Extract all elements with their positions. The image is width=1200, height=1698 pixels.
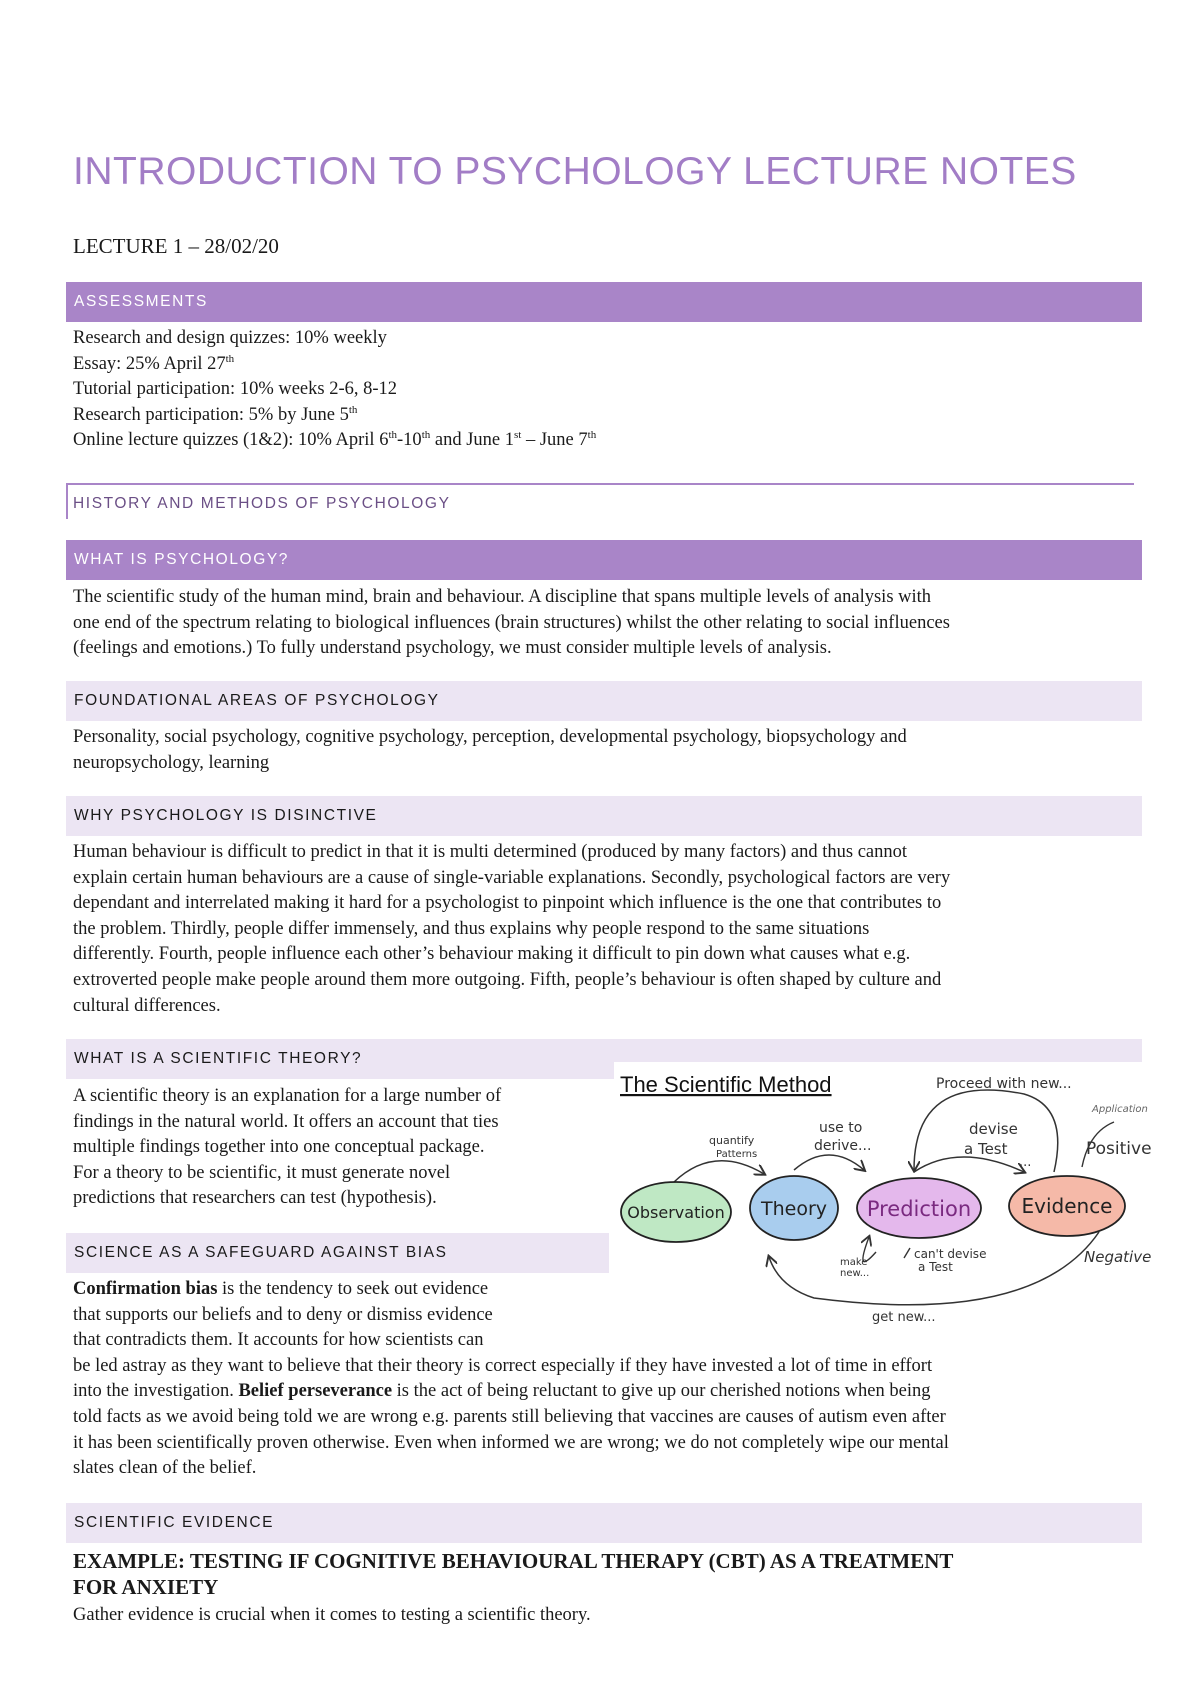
- scientific-evidence-text: Gather evidence is crucial when it comes to testing a scientific theory.: [73, 1605, 591, 1625]
- arrow-observation-theory: [674, 1161, 764, 1182]
- section-heading-history: HISTORY AND METHODS OF PSYCHOLOGY: [66, 483, 1134, 519]
- assessment-item: Tutorial participation: 10% weeks 2-6, 8-12: [73, 379, 398, 400]
- scientific-theory-text: A scientific theory is an explanation for a large number of findings in the natural world. It offers an account that ties multiple findings together into one conceptual package. For a theory to be scientific, it must generate novel predictions that researchers can test (hypothesis).: [73, 1086, 502, 1209]
- arrow-cant-devise: [904, 1248, 910, 1258]
- label-make-1: make: [840, 1257, 868, 1268]
- label-application: Application: [1092, 1104, 1148, 1115]
- why-distinctive-text: Human behaviour is difficult to predict in that it is multi determined (produced by many factors) and thus cannot explain certain human behaviours are a cause of single-variable explanations. Secondly, psychological factors are very dependant and interrelated making it hard for a psychologist to pinpoint which influence is the one that contributes to the problem. Thirdly, people differ immensely, and thus explains why people respond to the same situations differently. Fourth, people influence each other’s behaviour making it difficult to pin down what causes what e.g. extroverted people make people around them more outgoing. Fifth, people’s behaviour is often shaped by culture and cultural differences.: [73, 842, 951, 1016]
- label-make-2: new...: [840, 1268, 870, 1279]
- section-heading-scientific-evidence: SCIENTIFIC EVIDENCE: [66, 1503, 1142, 1543]
- assessment-item: Essay: 25% April 27th: [73, 352, 235, 374]
- label-positive: Positive: [1086, 1139, 1152, 1159]
- label-negative: Negative: [1084, 1248, 1152, 1266]
- scientific-method-diagram: [614, 1062, 1158, 1334]
- arrow-prediction-evidence: [914, 1157, 1024, 1172]
- label-proceed: Proceed with new...: [936, 1076, 1072, 1092]
- label-quantify-1: quantify: [709, 1134, 755, 1147]
- label-devise-2: a Test: [964, 1140, 1008, 1158]
- section-heading-what-is-psychology: WHAT IS PSYCHOLOGY?: [66, 540, 1142, 580]
- label-quantify-2: Patterns: [716, 1149, 758, 1160]
- node-evidence-label: Evidence: [1021, 1194, 1113, 1218]
- diagram-title: The Scientific Method: [620, 1072, 832, 1097]
- node-prediction-label: Prediction: [866, 1197, 972, 1221]
- section-heading-scientific-theory: WHAT IS A SCIENTIFIC THEORY?: [66, 1039, 1142, 1079]
- foundational-areas-text: Personality, social psychology, cognitive psychology, perception, developmental psychology, biopsychology and neuropsychology, learning: [73, 727, 907, 773]
- label-use-2: derive...: [814, 1138, 872, 1154]
- section-heading-foundational-areas: FOUNDATIONAL AREAS OF PSYCHOLOGY: [66, 681, 1142, 721]
- arrow-theory-prediction: [794, 1155, 864, 1170]
- label-devise-1: devise: [969, 1120, 1018, 1138]
- label-ellipsis: ...: [1019, 1155, 1032, 1170]
- label-get-new: get new...: [872, 1310, 936, 1325]
- section-heading-safeguard-bias: SCIENCE AS A SAFEGUARD AGAINST BIAS: [66, 1233, 609, 1273]
- example-heading: EXAMPLE: TESTING IF COGNITIVE BEHAVIOURAL THERAPY (CBT) AS A TREATMENT FOR ANXIETY: [73, 1549, 954, 1599]
- safeguard-bias-text: Confirmation bias is the tendency to seek out evidence that supports our beliefs and to deny or dismiss evidence that contradicts them. It accounts for how scientists can be led astray as they want to believe that their theory is correct especially if they have invested a lot of time in effort into the investigation. Belief perseverance is the act of being reluctant to give up our cherished notions when being told facts as we avoid being told we are wrong e.g. parents still believing that vaccines are causes of autism even after it has been scientifically proven otherwise. Even when informed we are wrong; we do not completely wipe our mental slates clean of the belief.: [73, 1279, 949, 1479]
- assessment-item: Research and design quizzes: 10% weekly: [73, 328, 387, 348]
- document-title: INTRODUCTION TO PSYCHOLOGY LECTURE NOTES: [73, 150, 1077, 193]
- label-use-1: use to: [819, 1120, 863, 1136]
- what-is-psychology-text: The scientific study of the human mind, brain and behaviour. A discipline that spans multiple levels of analysis with one end of the spectrum relating to biological influences (brain structures) whilst the other relating to social influences (feelings and emotions.) To fully understand psychology, we must consider multiple levels of analysis.: [73, 587, 950, 659]
- assessment-item: Online lecture quizzes (1&2): 10% April 6th-10th and June 1st – June 7th: [73, 429, 597, 451]
- assessment-item: Research participation: 5% by June 5th: [73, 403, 358, 425]
- label-cant-1: can't devise: [914, 1247, 987, 1261]
- section-heading-why-distinctive: WHY PSYCHOLOGY IS DISINCTIVE: [66, 796, 1142, 836]
- label-cant-2: a Test: [918, 1260, 953, 1274]
- lecture-heading: LECTURE 1 – 28/02/20: [73, 234, 279, 258]
- node-theory-label: Theory: [760, 1198, 828, 1220]
- section-heading-assessments: ASSESSMENTS: [66, 282, 1142, 322]
- assessments-list: [73, 326, 596, 454]
- node-observation-label: Observation: [627, 1203, 725, 1222]
